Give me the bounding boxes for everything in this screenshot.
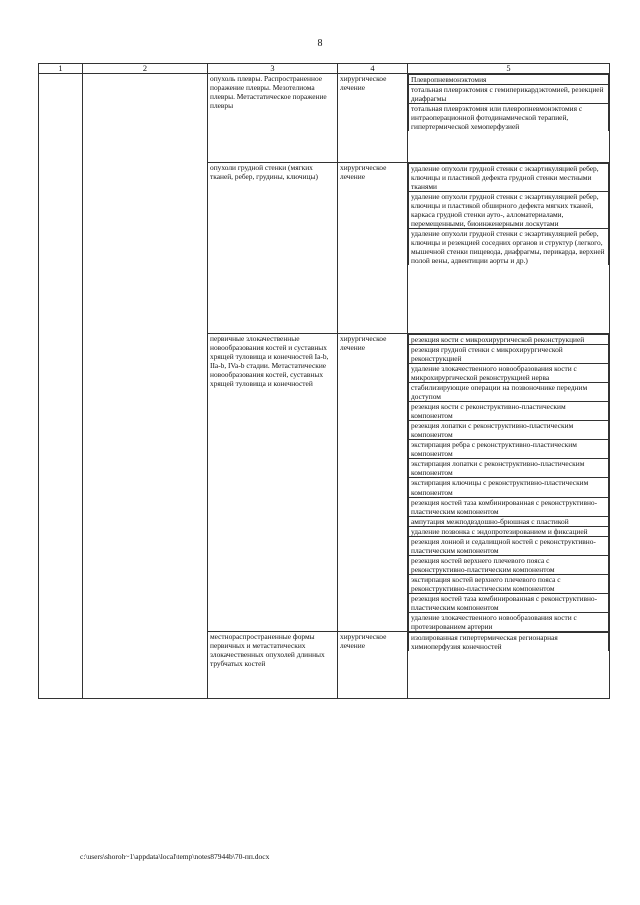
diagnosis-cell: опухоли грудной стенки (мягких тканей, ребер, грудины, ключицы) xyxy=(208,163,338,334)
operation-item: изолированная гипертермическая регионарная химиоперфузия конечностей xyxy=(409,632,609,651)
header-col-3: 3 xyxy=(208,64,338,74)
operation-item: экстирпация костей верхнего плечевого пояса с реконструктивно-пластическим компонентом xyxy=(409,574,609,593)
operation-item: тотальная плеврэктомия или плевропневмонэктомия с интраоперационной фотодинамической терапией, гипертермической хемоперфузией xyxy=(409,104,609,132)
operation-item: удаление позвонка с эндопротезированием и фиксацией xyxy=(409,526,609,536)
header-row xyxy=(39,64,610,74)
operation-item: резекция грудной стенки с микрохирургической реконструкцией xyxy=(409,345,609,364)
operations-cell xyxy=(408,334,610,632)
col-2-cell xyxy=(83,74,208,699)
diagnosis-cell: местнораспространенные формы первичных и метастатических злокачественных опухолей длинных трубчатых костей xyxy=(208,631,338,698)
treatment-cell: хирургическое лечение xyxy=(338,163,408,334)
diagnosis-cell: первичные злокачественные новообразования костей и суставных хрящей туловища и конечностей Ia-b, IIa-b, IVa-b стадии. Метастатические новообразования костей, суставных хрящей туловища и конечностей xyxy=(208,334,338,632)
footer-file-path: c:\users\shoroh~1\appdata\local\temp\notes87944b\70-пп.docx xyxy=(80,852,270,861)
operation-item: ампутация межподвздошно-брюшная с пластикой xyxy=(409,516,609,526)
page-number: 8 xyxy=(317,38,323,49)
operation-item: экстирпация лопатки с реконструктивно-пластическим компонентом xyxy=(409,459,609,478)
operation-item: Плевропневмонэктомия xyxy=(409,75,609,85)
header-col-5: 5 xyxy=(408,64,610,74)
operation-item: удаление злокачественного новообразования кости с протезированием артерии xyxy=(409,612,609,631)
operation-item: экстирпация ребра с реконструктивно-пластическим компонентом xyxy=(409,440,609,459)
operation-item: удаление злокачественного новообразования кости с микрохирургической реконструкцией нерва xyxy=(409,364,609,383)
col-1-cell xyxy=(39,74,83,699)
operation-item: экстирпация ключицы с реконструктивно-пластическим компонентом xyxy=(409,478,609,497)
group-row xyxy=(39,74,610,163)
operation-item: резекция кости с микрохирургической реконструкцией xyxy=(409,335,609,345)
header-col-2: 2 xyxy=(83,64,208,74)
operation-item: резекция лопатки с реконструктивно-пластическим компонентом xyxy=(409,421,609,440)
operation-item: удаление опухоли грудной стенки с экзартикуляцией ребер, ключицы и пластикой обширного дефекта мягких тканей, каркаса грудной стенки ауто-, алломатериалами, перемещенными, биоинженерными лоскутами xyxy=(409,192,609,229)
procedures-table xyxy=(38,63,610,699)
diagnosis-cell: опухоль плевры. Распространенное поражение плевры. Мезотелиома плевры. Метастатическое поражение плевры xyxy=(208,74,338,163)
header-col-1: 1 xyxy=(39,64,83,74)
operations-cell xyxy=(408,74,610,163)
operation-item: резекция костей таза комбинированная с реконструктивно-пластическим компонентом xyxy=(409,593,609,612)
operation-item: резекция костей верхнего плечевого пояса с реконструктивно-пластическим компонентом xyxy=(409,555,609,574)
operations-cell xyxy=(408,631,610,698)
operation-item: удаление опухоли грудной стенки с экзартикуляцией ребер, ключицы и резекцией соседних органов и структур (легкого, мышечной стенки пищевода, диафрагмы, перикарда, верхней полой вены, адвентиции аорты и др.) xyxy=(409,229,609,266)
operation-item: тотальная плеврэктомия с гемиперикардэктомией, резекцией диафрагмы xyxy=(409,85,609,104)
operation-item: резекция костей таза комбинированная с реконструктивно-пластическим компонентом xyxy=(409,497,609,516)
operation-item: резекция лонной и седалищной костей с реконструктивно-пластическим компонентом xyxy=(409,536,609,555)
operation-item: резекция кости с реконструктивно-пластическим компонентом xyxy=(409,402,609,421)
treatment-cell: хирургическое лечение xyxy=(338,74,408,163)
operations-cell xyxy=(408,163,610,334)
operation-item: удаление опухоли грудной стенки с экзартикуляцией ребер, ключицы и пластикой дефекта грудной стенки местными тканями xyxy=(409,164,609,192)
treatment-cell: хирургическое лечение xyxy=(338,334,408,632)
operation-item: стабилизирующие операции на позвоночнике передним доступом xyxy=(409,383,609,402)
header-col-4: 4 xyxy=(338,64,408,74)
treatment-cell: хирургическое лечение xyxy=(338,631,408,698)
